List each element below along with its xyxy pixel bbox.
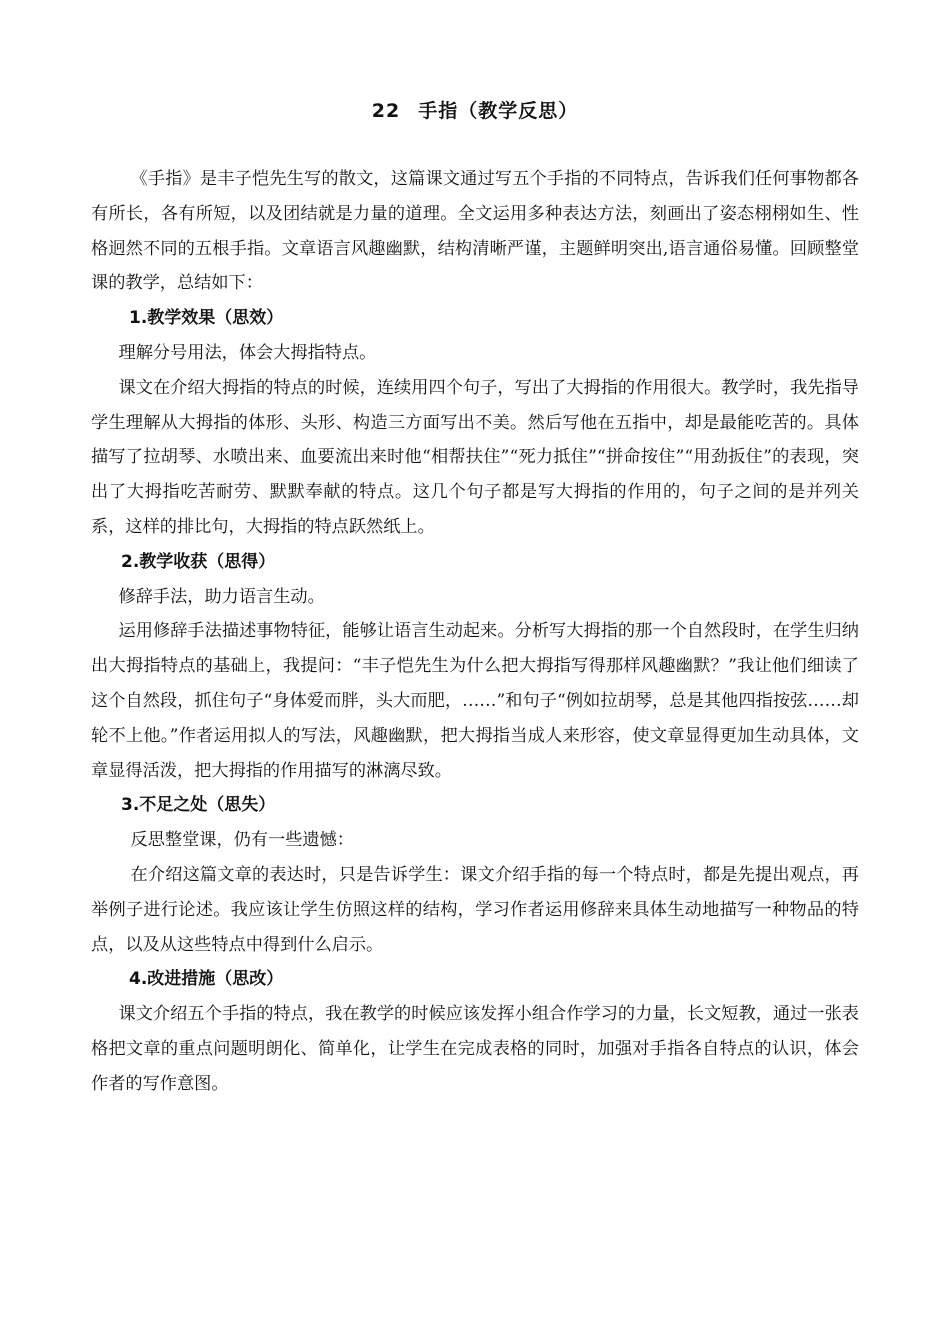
section-paragraph: 在介绍这篇文章的表达时，只是告诉学生：课文介绍手指的每一个特点时，都是先提出观点，再举例子进行论述。我应该让学生仿照这样的结构，学习作者运用修辞来具体生动地描写一种物品的特点，以及从这些特点中得到什么启示。 (91, 864, 859, 955)
section-improvement (91, 962, 859, 1101)
title-text: 手指（教学反思） (418, 100, 579, 122)
section-gain (91, 545, 859, 789)
document-page (91, 96, 859, 1102)
title-number: 22 (371, 100, 401, 122)
section-heading: 3.不足之处（思失） (121, 795, 276, 816)
section-heading: 4.改进措施（思改） (129, 969, 284, 990)
section-paragraph: 课文介绍五个手指的特点，我在教学的时候应该发挥小组合作学习的力量，长文短教，通过一张表格把文章的重点问题明朗化、简单化，让学生在完成表格的同时，加强对手指各自特点的认识，体会作者的写作意图。 (91, 1004, 859, 1094)
section-heading: 1.教学效果（思效） (129, 308, 284, 329)
page-title (91, 96, 859, 126)
section-paragraph: 修辞手法，助力语言生动。 (118, 586, 325, 607)
section-paragraph: 课文在介绍大拇指的特点的时候，连续用四个句子，写出了大拇指的作用很大。教学时，我先指导学生理解从大拇指的体形、头形、构造三方面写出不美。然后写他在五指中，却是最能吃苦的。具体描写了拉胡琴、水喷出来、血要流出来时他“相帮扶住”“死力抵住”“拼命按住”“用劲扳住”的表现，突出了大拇指吃苦耐劳、默默奉献的特点。这几个句子都是写大拇指的作用的，句子之间的是并列关系，这样的排比句，大拇指的特点跃然纸上。 (91, 377, 859, 537)
section-paragraph: 运用修辞手法描述事物特征，能够让语言生动起来。分析写大拇指的那一个自然段时，在学生归纳出大拇指特点的基础上，我提问：“丰子恺先生为什么把大拇指写得那样风趣幽默？”我让他们细读了这个自然段，抓住句子“身体爱而胖，头大而肥，……”和句子“例如拉胡琴，总是其他四指按弦……却轮不上他。”作者运用拟人的写法，风趣幽默，把大拇指当成人来形容，使文章显得更加生动具体，文章显得活泼，把大拇指的作用描写的淋漓尽致。 (91, 621, 859, 781)
section-shortcoming (91, 788, 859, 962)
intro-paragraph: 《手指》是丰子恺先生写的散文，这篇课文通过写五个手指的不同特点，告诉我们任何事物都各有所长，各有所短，以及团结就是力量的道理。全文运用多种表达方法，刻画出了姿态栩栩如生、性格迥然不同的五根手指。文章语言风趣幽默，结构清晰严谨，主题鲜明突出,语言通俗易懂。回顾整堂课的教学，总结如下： (91, 169, 859, 294)
section-paragraph: 理解分号用法，体会大拇指特点。 (118, 342, 377, 363)
section-effect (91, 301, 859, 545)
section-heading: 2.教学收获（思得） (121, 551, 276, 572)
section-paragraph: 反思整堂课，仍有一些遗憾： (130, 830, 354, 851)
